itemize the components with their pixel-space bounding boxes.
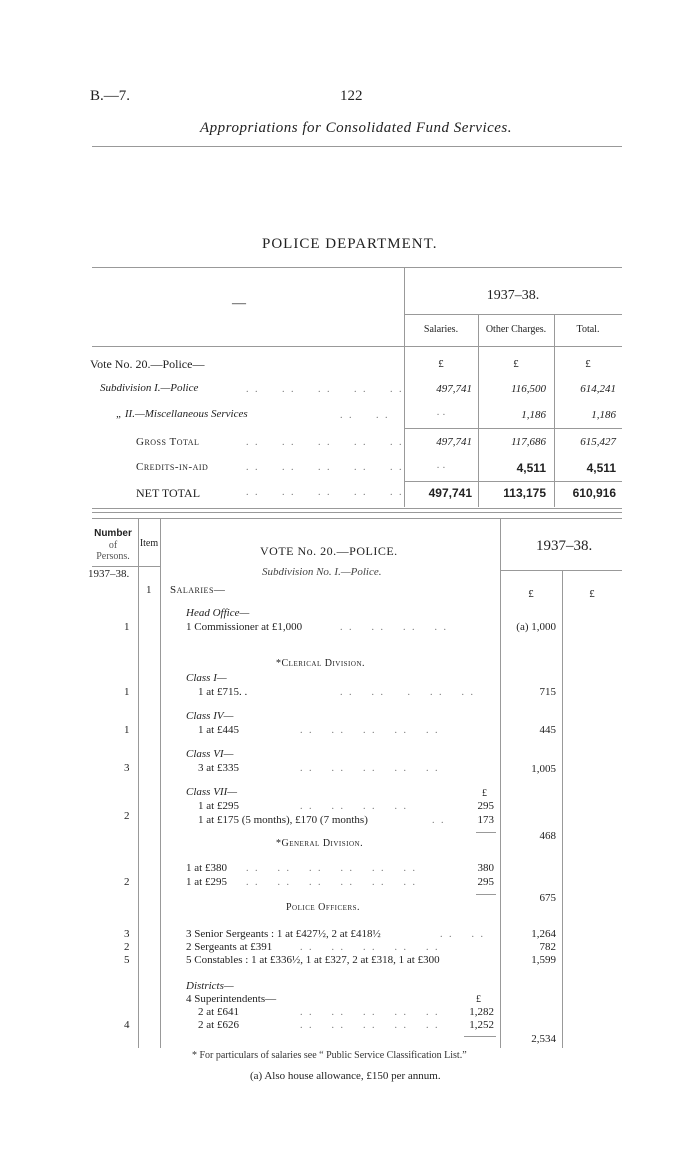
dot-leader: . . . . [340, 410, 390, 421]
detail-head-office: Head Office— [186, 607, 250, 619]
dot-leader: . . . . . . . . . . [300, 1007, 440, 1018]
detail-class4-line: 1 at £445 [198, 724, 239, 736]
detail-class6: Class VI— [186, 748, 234, 760]
dot-leader: . . . . . . . . . . [246, 384, 404, 395]
dot-leader: . . . . . . . . . . [300, 942, 440, 953]
detail-sergeants-n: 2 [124, 941, 130, 953]
summary-subdiv1-total: 614,241 [580, 383, 616, 395]
detail-sup-l1-amt: 1,282 [469, 1006, 494, 1018]
detail-class6-line: 3 at £335 [198, 762, 239, 774]
summary-credits-other: 4,511 [516, 461, 546, 475]
footnote-star: * For particulars of salaries see “ Public Service Classification List.” [192, 1050, 467, 1061]
summary-row-net: NET TOTAL [136, 486, 201, 500]
summary-year: 1937–38. [486, 288, 540, 303]
summary-gross-other: 117,686 [511, 436, 546, 448]
summary-gross-salaries: 497,741 [436, 436, 472, 448]
summary-subdiv2-total: 1,186 [591, 409, 616, 421]
detail-gen-l1: 1 at £380 [186, 862, 227, 874]
detail-currency-2: £ [589, 588, 595, 600]
summary-col-total: Total. [576, 324, 600, 335]
detail-gen-amt: 675 [539, 892, 556, 904]
detail-class1: Class I— [186, 672, 227, 684]
detail-general-division: *General Division. [276, 838, 364, 849]
summary-subdiv2-salaries: · · [436, 410, 446, 421]
detail-clerical-division: *Clerical Division. [276, 658, 365, 669]
dot-leader: . . . . [440, 929, 485, 940]
detail-sup-l2-amt: 1,252 [469, 1019, 494, 1031]
dot-leader: . . . . . . . . . . [246, 462, 404, 473]
department-title: POLICE DEPARTMENT. [262, 236, 438, 252]
dot-leader: . . . . . . . . . . [300, 1020, 440, 1031]
summary-currency-salaries: £ [438, 358, 444, 370]
dot-leader: . . . . . . . . . . [300, 763, 440, 774]
detail-constables-n: 5 [124, 954, 130, 966]
detail-superintendents: 4 Superintendents— [186, 993, 277, 1005]
summary-subdiv1-salaries: 497,741 [436, 383, 472, 395]
detail-year-label: 1937–38. [88, 568, 130, 580]
dot-leader: . . . . . . . . [300, 801, 408, 812]
detail-class7-currency: £ [482, 788, 487, 799]
page-ref: B.—7. [90, 88, 131, 104]
detail-col-of: of [108, 540, 118, 551]
detail-class1-n: 1 [124, 686, 130, 698]
detail-subdivision: Subdivision No. I.—Police. [262, 566, 382, 578]
detail-constables: 5 Constables : 1 at £336½, 1 at £327, 2 at £318, 1 at £300 [186, 954, 440, 966]
detail-class1-line: 1 at £715. . [198, 686, 248, 698]
detail-class7-n: 2 [124, 810, 130, 822]
dot-leader: . . . . . . . . . . [300, 725, 440, 736]
detail-salaries-label: Salaries— [170, 584, 226, 596]
detail-senior-sergeants-amt: 1,264 [531, 928, 556, 940]
detail-class7-l1: 1 at £295 [198, 800, 239, 812]
detail-class7: Class VII— [186, 786, 238, 798]
detail-class1-amt: 715 [539, 686, 556, 698]
summary-placeholder: — [232, 296, 246, 311]
detail-senior-sergeants: 3 Senior Sergeants : 1 at £427½, 2 at £418½ [186, 928, 381, 940]
dot-leader: . . . . . . . . . . [246, 437, 404, 448]
detail-item-no: 1 [146, 584, 152, 596]
detail-vote-title: VOTE No. 20.—POLICE. [260, 544, 398, 558]
detail-commissioner: 1 Commissioner at £1,000 [186, 621, 303, 633]
summary-gross-total: 615,427 [580, 436, 616, 448]
summary-row-subdiv1: Subdivision I.—Police [100, 382, 199, 394]
summary-currency-other: £ [513, 358, 519, 370]
detail-col-item: Item [139, 538, 159, 549]
detail-police-officers: Police Officers. [286, 902, 361, 913]
summary-row-credits: Credits-in-aid [136, 461, 209, 473]
detail-col-persons: Persons. [96, 551, 130, 562]
detail-gen-n: 2 [124, 876, 130, 888]
dot-leader: . . . . . . . . [340, 622, 448, 633]
detail-senior-sergeants-n: 3 [124, 928, 130, 940]
detail-class4-amt: 445 [539, 724, 556, 736]
summary-net-salaries: 497,741 [428, 486, 472, 500]
summary-subdiv1-other: 116,500 [511, 383, 546, 395]
summary-net-other: 113,175 [503, 486, 546, 500]
detail-class7-l2: 1 at £175 (5 months), £170 (7 months) [198, 814, 368, 826]
detail-class6-n: 3 [124, 762, 130, 774]
summary-row-gross: Gross Total [136, 436, 200, 448]
summary-col-other: Other Charges. [485, 324, 547, 335]
detail-sup-currency: £ [476, 994, 481, 1005]
summary-currency-total: £ [585, 358, 591, 370]
detail-sup-amt: 2,534 [531, 1033, 556, 1045]
summary-credits-total: 4,511 [586, 461, 616, 475]
dot-leader: . . [432, 815, 446, 826]
dot-leader: . . . . . . . . . . [246, 487, 404, 498]
dot-leader: . . . . . . . . . . . . [246, 863, 417, 874]
detail-class4-n: 1 [124, 724, 130, 736]
detail-class7-l1-amt: 295 [477, 800, 494, 812]
header-rule [92, 146, 622, 147]
summary-col-salaries: Salaries. [423, 324, 459, 335]
page-subtitle: Appropriations for Consolidated Fund Services. [200, 120, 513, 136]
detail-sup-l1: 2 at £641 [198, 1006, 239, 1018]
detail-col-number: Number [94, 528, 132, 539]
detail-class7-amt: 468 [539, 830, 556, 842]
summary-subdiv2-other: 1,186 [521, 409, 546, 421]
detail-sergeants: 2 Sergeants at £391 [186, 941, 273, 953]
detail-class4: Class IV— [186, 710, 234, 722]
footnote-a: (a) Also house allowance, £150 per annum. [250, 1070, 441, 1082]
detail-class6-amt: 1,005 [531, 763, 556, 775]
detail-gen-l1-amt: 380 [477, 862, 494, 874]
detail-sup-n: 4 [124, 1019, 130, 1031]
detail-gen-l2: 1 at £295 [186, 876, 227, 888]
detail-sup-l2: 2 at £626 [198, 1019, 239, 1031]
detail-currency-1: £ [528, 588, 534, 600]
detail-commissioner-amt: (a) 1,000 [516, 621, 556, 633]
detail-sergeants-amt: 782 [539, 941, 556, 953]
summary-credits-salaries: · · [436, 463, 446, 474]
summary-row-subdiv2: „ II.—Miscellaneous Services [116, 408, 248, 420]
detail-constables-amt: 1,599 [531, 954, 556, 966]
detail-commissioner-n: 1 [124, 621, 130, 633]
summary-net-total: 610,916 [572, 486, 616, 500]
detail-year: 1937–38. [536, 538, 593, 554]
detail-gen-l2-amt: 295 [477, 876, 494, 888]
detail-class7-l2-amt: 173 [477, 814, 494, 826]
dot-leader: . . . . . . . . . [340, 687, 475, 698]
detail-districts: Districts— [186, 980, 234, 992]
dot-leader: . . . . . . . . . . . . [246, 877, 417, 888]
page-number: 122 [340, 88, 363, 104]
summary-row-vote: Vote No. 20.—Police— [90, 357, 205, 371]
